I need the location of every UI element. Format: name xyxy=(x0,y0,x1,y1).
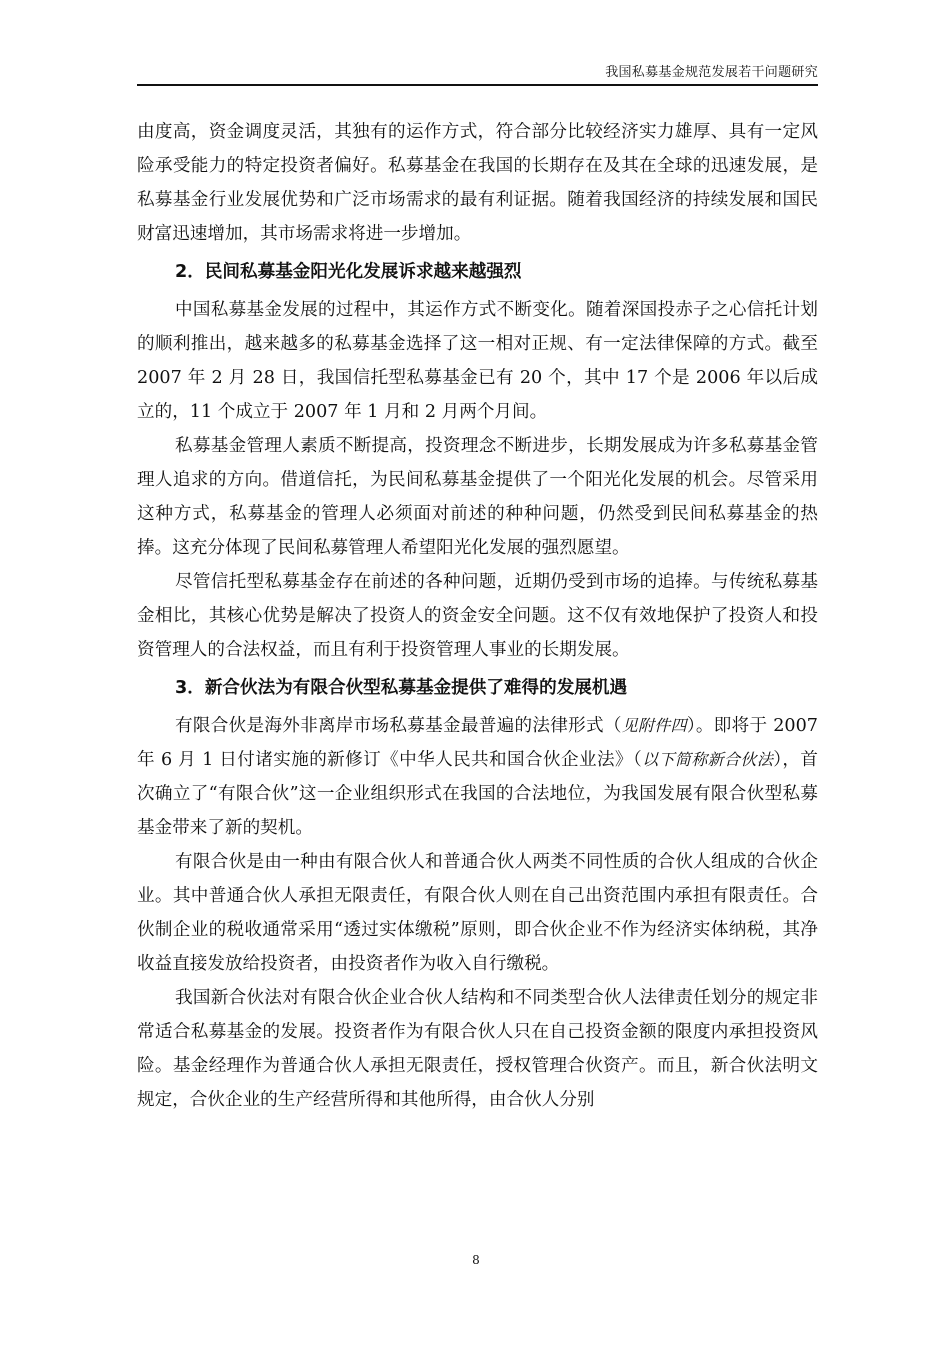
paragraph: 中国私募基金发展的过程中，其运作方式不断变化。随着深国投赤子之心信托计划的顺利推出，越来越多的私募基金选择了这一相对正规、有一定法律保障的方式。截至 2007 年 2 月 28 日，我国信托型私募基金已有 20 个，其中 17 个是 2006 年以后成立的，11 个成立于 2007 年 1 月和 2 月两个月间。 xyxy=(137,300,818,422)
page-number: 8 xyxy=(472,1253,480,1267)
paragraph: 有限合伙是由一种由有限合伙人和普通合伙人两类不同性质的合伙人组成的合伙企业。其中普通合伙人承担无限责任，有限合伙人则在自己出资范围内承担有限责任。合伙制企业的税收通常采用“透过实体缴税”原则，即合伙企业不作为经济实体纳税，其净收益直接发放给投资者，由投资者作为收入自行缴税。 xyxy=(137,852,818,974)
paragraph-text: 有限合伙是海外非离岸市场私募基金最普遍的法律形式（ xyxy=(175,716,622,736)
paragraph-with-notes xyxy=(137,709,818,845)
paragraph-text: ），首次确立了“有限合伙”这一企业组织形式在我国的合法地位，为我国发展有限合伙型私募基金带来了新的契机。 xyxy=(137,750,818,838)
document-body xyxy=(137,115,818,1117)
running-header-title: 我国私募基金规范发展若干问题研究 xyxy=(605,65,818,80)
inline-note: 见附件四 xyxy=(621,716,687,735)
running-header xyxy=(137,64,818,86)
inline-note: 以下简称新合伙法 xyxy=(642,750,774,769)
paragraph: 尽管信托型私募基金存在前述的各种问题，近期仍受到市场的追捧。与传统私募基金相比，其核心优势是解决了投资人的资金安全问题。这不仅有效地保护了投资人和投资管理人的合法权益，而且有利于投资管理人事业的长期发展。 xyxy=(137,572,818,660)
paragraph: 私募基金管理人素质不断提高，投资理念不断进步，长期发展成为许多私募基金管理人追求的方向。借道信托，为民间私募基金提供了一个阳光化发展的机会。尽管采用这种方式，私募基金的管理人必须面对前述的种种问题，仍然受到民间私募基金的热捧。这充分体现了民间私募管理人希望阳光化发展的强烈愿望。 xyxy=(137,436,818,558)
section-heading-3: 3．新合伙法为有限合伙型私募基金提供了难得的发展机遇 xyxy=(175,678,628,698)
paragraph-continued: 由度高，资金调度灵活，其独有的运作方式，符合部分比较经济实力雄厚、具有一定风险承受能力的特定投资者偏好。私募基金在我国的长期存在及其在全球的迅速发展，是私募基金行业发展优势和广泛市场需求的最有利证据。随着我国经济的持续发展和国民财富迅速增加，其市场需求将进一步增加。 xyxy=(137,122,818,244)
section-heading-2: 2．民间私募基金阳光化发展诉求越来越强烈 xyxy=(175,262,522,282)
header-divider xyxy=(137,84,818,86)
paragraph-text: ）。即将于 2007 年 6 月 1 日付诸实施的新修订《中华人民共和国合伙企业法》（ xyxy=(137,716,818,770)
paragraph: 我国新合伙法对有限合伙企业合伙人结构和不同类型合伙人法律责任划分的规定非常适合私募基金的发展。投资者作为有限合伙人只在自己投资金额的限度内承担投资风险。基金经理作为普通合伙人承担无限责任，授权管理合伙资产。而且，新合伙法明文规定，合伙企业的生产经营所得和其他所得，由合伙人分别 xyxy=(137,988,818,1110)
